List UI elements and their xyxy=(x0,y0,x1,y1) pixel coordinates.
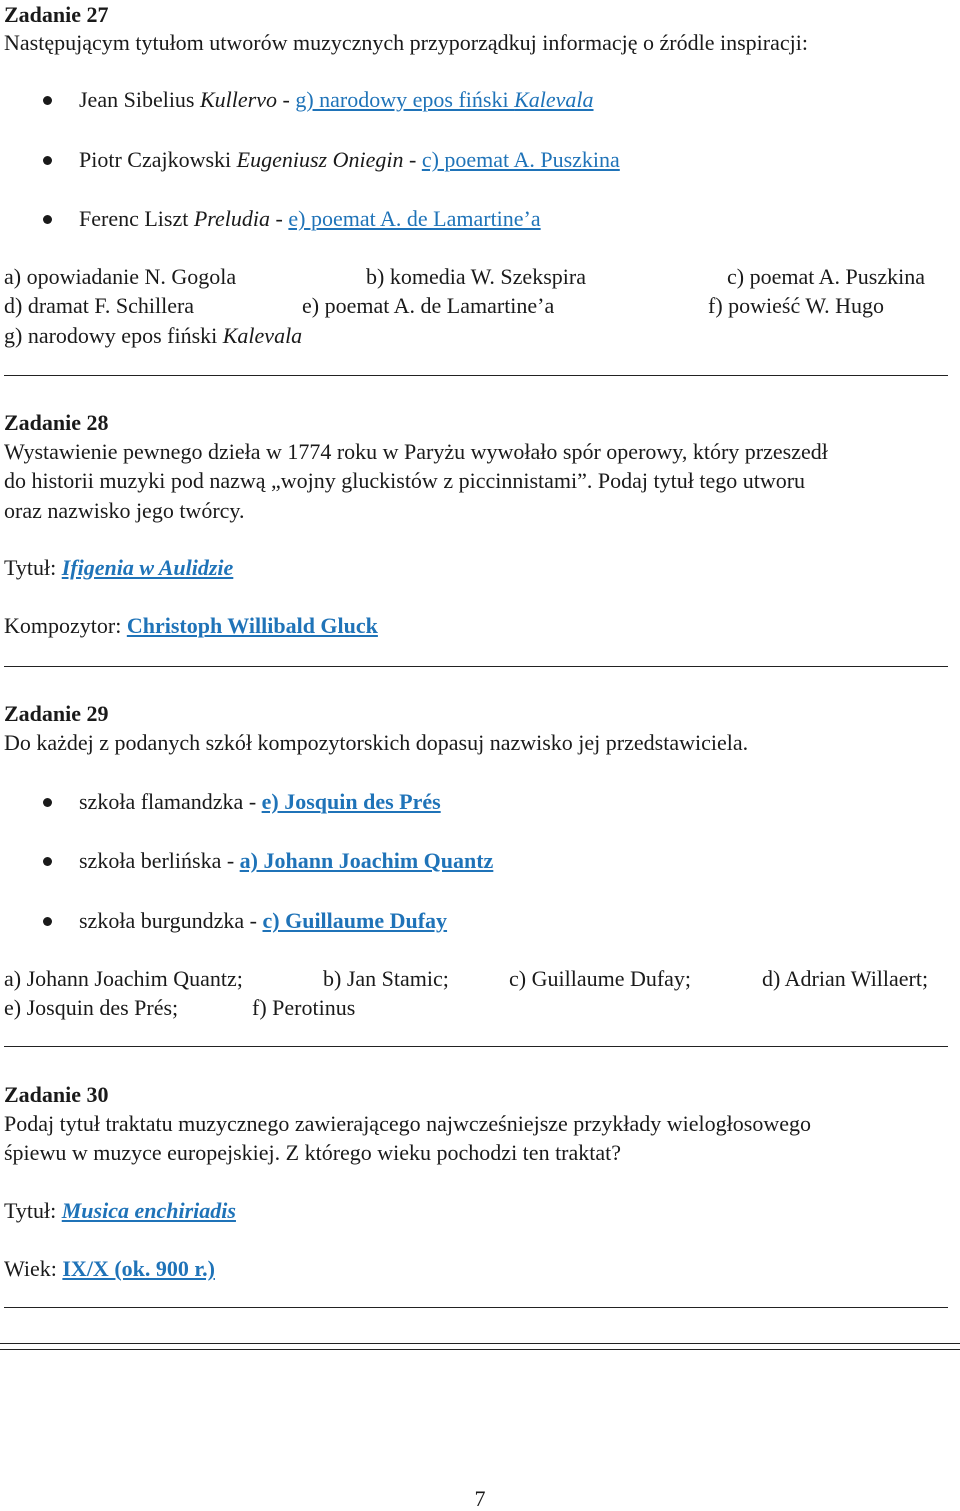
z27-instruction: Następującym tytułom utworów muzycznych przyporządkuj informację o źródle inspiracji: xyxy=(4,30,808,55)
z27-item-2 xyxy=(79,149,620,171)
z27-option-f: f) powieść W. Hugo xyxy=(708,293,884,318)
z28-heading: Zadanie 28 xyxy=(4,410,109,435)
z30-heading: Zadanie 30 xyxy=(4,1082,109,1107)
z29-option-d: d) Adrian Willaert; xyxy=(762,966,929,991)
z30-text-line-2: śpiewu w muzyce europejskiej. Z którego wieku pochodzi ten traktat? xyxy=(4,1140,622,1165)
z27-option-c: c) poemat A. Puszkina xyxy=(727,264,925,289)
title-label: Tytuł: xyxy=(4,1198,62,1223)
section-divider xyxy=(4,1307,948,1308)
z29-item-1: szkoła flamandzka - e) Josquin des Prés xyxy=(79,789,441,814)
separator: - xyxy=(403,147,422,172)
answer: c) poemat A. Puszkina xyxy=(421,147,620,172)
work-title: Kullervo xyxy=(200,87,277,112)
z27-option-a: a) opowiadanie N. Gogola xyxy=(4,264,237,289)
bullet-icon xyxy=(43,215,52,224)
z30-title-row xyxy=(4,1200,236,1222)
z29-option-b: b) Jan Stamic; xyxy=(323,966,449,991)
bullet-icon xyxy=(43,798,52,807)
z28-title-row xyxy=(4,557,233,579)
section-divider xyxy=(4,1046,948,1047)
composer-answer: Christoph Willibald Gluck xyxy=(126,613,378,638)
title-answer: Musica enchiriadis xyxy=(61,1198,236,1223)
answer: g) narodowy epos fiński Kalevala xyxy=(295,87,594,112)
answer: e) Josquin des Prés xyxy=(261,789,441,814)
z29-heading: Zadanie 29 xyxy=(4,701,109,726)
z30-age-row xyxy=(4,1258,215,1280)
work-title: Eugeniusz Oniegin xyxy=(236,147,404,172)
z28-composer-row xyxy=(4,615,378,637)
z27-item-1 xyxy=(79,89,594,111)
z29-item-2: szkoła berlińska - a) Johann Joachim Quantz xyxy=(79,848,494,873)
work-title: Preludia xyxy=(193,206,271,231)
z29-option-a: a) Johann Joachim Quantz; xyxy=(4,966,243,991)
answer: c) Guillaume Dufay xyxy=(262,908,448,933)
title-answer: Ifigenia w Aulidzie xyxy=(61,555,234,580)
z29-option-f: f) Perotinus xyxy=(252,995,356,1020)
title-label: Tytuł: xyxy=(4,555,62,580)
bullet-icon xyxy=(43,156,52,165)
z27-option-e: e) poemat A. de Lamartine’a xyxy=(302,293,555,318)
z29-item-3: szkoła burgundzka - c) Guillaume Dufay xyxy=(79,908,448,933)
z29-option-e: e) Josquin des Prés; xyxy=(4,995,179,1020)
answer: a) Johann Joachim Quantz xyxy=(239,848,494,873)
z30-text-line-1: Podaj tytuł traktatu muzycznego zawierającego najwcześniejsze przykłady wielogłosowego xyxy=(4,1111,811,1136)
z29-instruction: Do każdej z podanych szkół kompozytorskich dopasuj nazwisko jej przedstawiciela. xyxy=(4,730,749,755)
z29-option-c: c) Guillaume Dufay; xyxy=(509,966,692,991)
separator: - xyxy=(277,87,296,112)
bullet-icon xyxy=(43,857,52,866)
z28-text-line-1: Wystawienie pewnego dzieła w 1774 roku w Paryżu wywołało spór operowy, który przeszedł xyxy=(4,439,828,464)
answer: e) poemat A. de Lamartine’a xyxy=(288,206,541,231)
z27-option-d: d) dramat F. Schillera xyxy=(4,293,195,318)
z27-option-g: g) narodowy epos fiński Kalevala xyxy=(4,323,303,348)
composer: Jean Sibelius xyxy=(79,87,200,112)
composer-label: Kompozytor: xyxy=(4,613,127,638)
footer-rule-bottom xyxy=(0,1349,960,1350)
separator: - xyxy=(270,206,289,231)
z28-text-line-2: do historii muzyki pod nazwą „wojny gluckistów z piccinnistami”. Podaj tytuł tego utworu xyxy=(4,468,806,493)
section-divider xyxy=(4,666,948,667)
composer: Piotr Czajkowski xyxy=(79,147,237,172)
age-label: Wiek: xyxy=(4,1256,63,1281)
z28-text-line-3: oraz nazwisko jego twórcy. xyxy=(4,498,245,523)
composer: Ferenc Liszt xyxy=(79,206,194,231)
z27-heading: Zadanie 27 xyxy=(4,2,109,27)
bullet-icon xyxy=(43,96,52,105)
age-answer: IX/X (ok. 900 r.) xyxy=(62,1256,215,1281)
page-number: 7 xyxy=(474,1486,486,1511)
footer-rule-top xyxy=(0,1343,960,1344)
z27-item-3 xyxy=(79,208,541,230)
section-divider xyxy=(4,375,948,376)
bullet-icon xyxy=(43,917,52,926)
z27-option-b: b) komedia W. Szekspira xyxy=(366,264,586,289)
